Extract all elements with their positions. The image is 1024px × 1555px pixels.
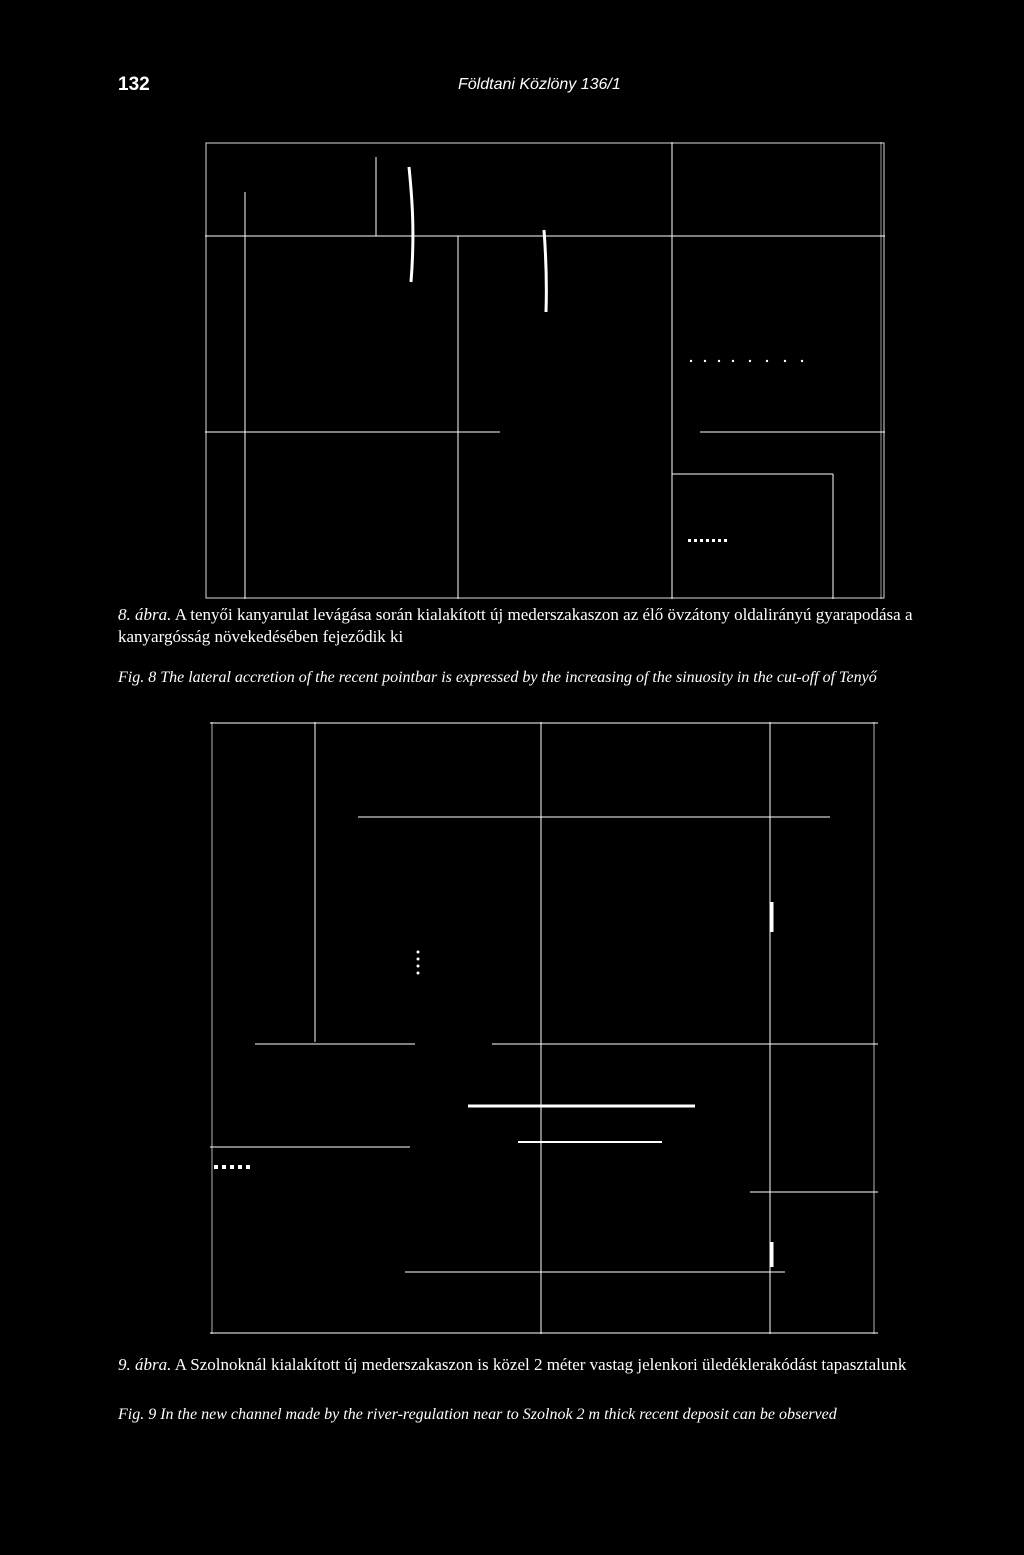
figure-9-label-en: Fig. 9 bbox=[118, 1406, 157, 1423]
figure-9-text-hu: A Szolnoknál kialakított új mederszakaszon is közel 2 méter vastag jelenkori üledéklerakódást tapasztalunk bbox=[174, 1355, 907, 1374]
figure-9-text-en: In the new channel made by the river-regulation near to Szolnok 2 m thick recent deposit can be observed bbox=[160, 1406, 837, 1423]
figure-9-photo bbox=[210, 722, 878, 1334]
figure-8-photo bbox=[205, 142, 885, 599]
figure-8-text-hu: A tenyői kanyarulat levágása során kialakított új mederszakaszon az élő övzátony oldalirányú gyarapodása a kanyargósság növekedésében fejeződik ki bbox=[118, 605, 913, 646]
figure-8-caption-en bbox=[118, 669, 998, 687]
figure-8-caption-hu bbox=[118, 604, 978, 648]
figure-8-line-artefacts bbox=[205, 142, 885, 599]
figure-9-label-hu: 9. ábra. bbox=[118, 1355, 172, 1374]
figure-8-label-hu: 8. ábra. bbox=[118, 605, 172, 624]
figure-9-line-artefacts bbox=[210, 722, 878, 1334]
figure-8-text-en: The lateral accretion of the recent pointbar is expressed by the increasing of the sinuosity in the cut-off of Tenyő bbox=[160, 669, 877, 686]
page-number: 132 bbox=[118, 74, 150, 95]
figure-9-caption-en bbox=[118, 1406, 998, 1424]
journal-running-head: Földtani Közlöny 136/1 bbox=[458, 76, 621, 93]
figure-9-caption-hu bbox=[118, 1354, 978, 1376]
figure-8-label-en: Fig. 8 bbox=[118, 669, 157, 686]
